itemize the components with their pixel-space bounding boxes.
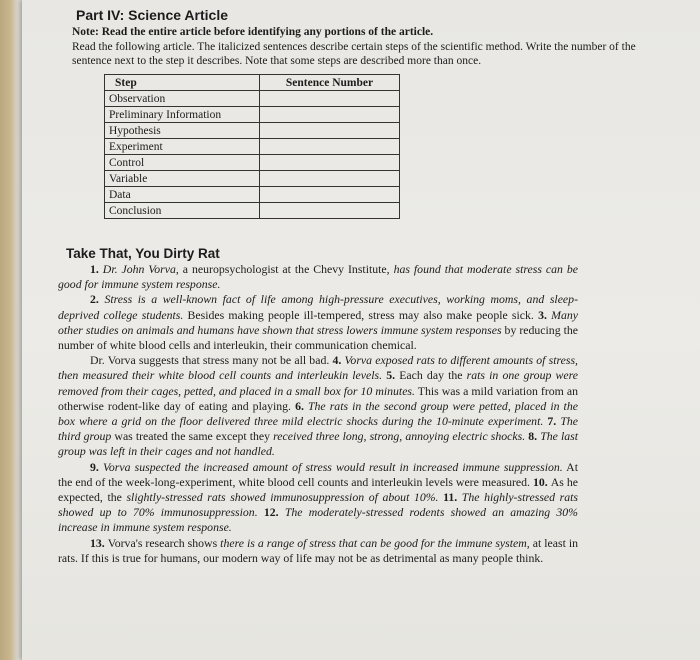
sentence-number: 1. — [90, 262, 103, 276]
header-step: Step — [105, 75, 260, 91]
table-row — [105, 139, 400, 155]
sentence-number-cell[interactable] — [260, 203, 400, 219]
table-row — [105, 123, 400, 139]
table-header-row — [105, 75, 400, 91]
article-text: At the end of the week-long-experiment, white blood cell counts and interleukin levels were measured. — [58, 459, 578, 489]
steps-table — [104, 74, 400, 219]
article-text: Besides making people ill-tempered, stress may also make people sick. — [183, 307, 539, 322]
sentence-number: 6. — [295, 398, 308, 413]
sentence-number: 13. — [90, 535, 108, 550]
article-text: As he expected, the — [58, 474, 578, 505]
article-text: Vorva exposed rats to different amounts of stress, then measured their white blood cell counts and interleukin levels. — [58, 353, 578, 383]
article-text: Dr. Vorva suggests that stress many not be all bad. — [90, 353, 333, 368]
article-paragraph — [58, 292, 578, 353]
article-text: by reducing the number of white blood cells and interleukin, their communication chemical. — [58, 322, 578, 353]
article-text: Many other studies on animals and humans have shown that stress lowers immune system responses — [58, 307, 578, 337]
article-text: The rats in the second group were petted, placed in the box where a grid on the floor delivered three mild electric shocks during the 10-minute experiment. — [58, 398, 578, 429]
article-text: was treated the same except they — [111, 429, 274, 444]
article-paragraph — [58, 460, 578, 536]
sentence-number: 5. — [386, 368, 400, 383]
article-text: This was a mild variation from an otherwise rodent-like day of eating and playing. — [58, 383, 578, 413]
article-text: has found that moderate stress can be good for immune system response. — [58, 262, 579, 292]
sentence-number-cell[interactable] — [260, 171, 400, 187]
article-text: The moderately-stressed rodents showed an amazing 30% increase in immune system response. — [58, 505, 578, 535]
article-text: The last group was left in their cages and not handled. — [58, 429, 579, 459]
article-text: Dr. John Vorva — [102, 262, 176, 276]
table-row — [105, 171, 400, 187]
article-text: received three long, strong, annoying electric shocks. — [273, 429, 526, 444]
article-paragraph — [58, 353, 578, 459]
sentence-number: 10. — [533, 474, 551, 489]
sentence-number: 12. — [263, 505, 285, 520]
instructions: Read the following article. The italicized sentences describe certain steps of the scientific method. Write the number of the sentence next to the step it describes. Note that some steps are described more than once. — [72, 41, 636, 67]
sentence-number: 9. — [90, 459, 103, 474]
note-text: Read the entire article before identifying any portions of the article. — [101, 26, 434, 38]
sentence-number: 2. — [90, 292, 105, 307]
article-title: Take That, You Dirty Rat — [66, 246, 220, 261]
note — [72, 26, 652, 38]
sentence-number-cell[interactable] — [260, 91, 400, 107]
article-text: Each day the — [399, 368, 467, 383]
article-paragraph — [58, 262, 578, 292]
note-label: Note: — [72, 26, 99, 38]
sentence-number: 4. — [332, 353, 345, 368]
table-row — [105, 203, 400, 219]
sentence-number-cell[interactable] — [260, 187, 400, 203]
article-text: Vorva's research shows — [107, 535, 221, 550]
worksheet-page — [22, 0, 700, 660]
table-row — [105, 91, 400, 107]
table-row — [105, 155, 400, 171]
step-label: Observation — [105, 91, 260, 107]
table-row — [105, 187, 400, 203]
sentence-number: 8. — [528, 429, 541, 444]
step-label: Data — [105, 187, 260, 203]
article-text: rats in one group were removed from their cages, petted, and placed in a small box for 10 minutes. — [58, 368, 578, 398]
article-text: slightly-stressed rats showed immunosuppression of about 10%. — [126, 490, 439, 505]
article-text: Vorva suspected the increased amount of stress would result in increased immune suppression. — [102, 459, 563, 474]
article-text: at least in rats. If this is true for humans, our modern way of life may not be as detrimental as many people think. — [58, 535, 579, 565]
sentence-number: 11. — [443, 490, 462, 505]
step-label: Conclusion — [105, 203, 260, 219]
table-row — [105, 107, 400, 123]
sentence-number-cell[interactable] — [260, 123, 400, 139]
article-body — [58, 262, 578, 566]
article-text: The highly-stressed rats showed up to 70% immunosuppression. — [58, 490, 579, 520]
header-sentence-number: Sentence Number — [260, 75, 400, 91]
part-title: Part IV: Science Article — [76, 7, 228, 23]
article-text: , a neuropsychologist at the Chevy Institute, — [175, 262, 394, 276]
sentence-number-cell[interactable] — [260, 107, 400, 123]
article-text: Stress is a well-known fact of life among high-pressure executives, working moms, and sleep-deprived college students. — [58, 292, 578, 322]
sentence-number-cell[interactable] — [260, 139, 400, 155]
step-label: Variable — [105, 171, 260, 187]
step-label: Experiment — [105, 139, 260, 155]
sentence-number: 7. — [547, 414, 561, 429]
step-label: Hypothesis — [105, 123, 260, 139]
article-text: The third group — [58, 414, 579, 444]
step-label: Preliminary Information — [105, 107, 260, 123]
step-label: Control — [105, 155, 260, 171]
sentence-number: 3. — [538, 307, 552, 322]
article-text: there is a range of stress that can be good for the immune system, — [220, 535, 530, 550]
article-paragraph — [58, 536, 578, 566]
sentence-number-cell[interactable] — [260, 155, 400, 171]
